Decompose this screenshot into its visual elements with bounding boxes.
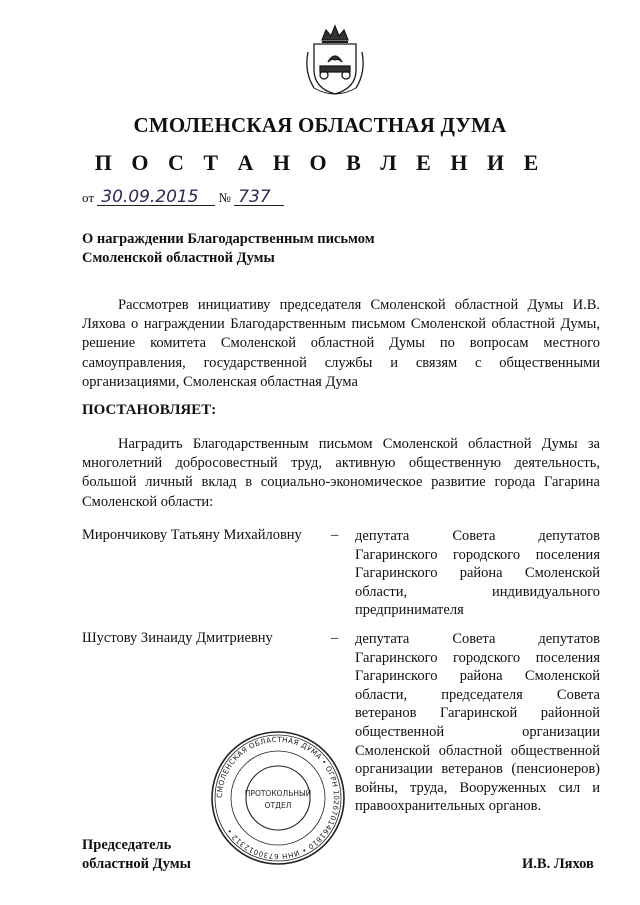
awardee-1-name: Мирончикову Татьяну Михайловну (82, 527, 302, 543)
preamble-text: Рассмотрев инициативу председателя Смоленской областной Думы И.В. Ляхова о награждении Благодарственным письмом Смоленской областной Думы, решение комитета Смоленской областной Думы по вопросам местного самоуправления, государственной службы и связям с общественными организациями, Смоленская областная Дума (82, 297, 600, 390)
awardee-2-line: общественной организации (355, 723, 600, 740)
subject-line-2: Смоленской областной Думы (82, 250, 275, 266)
awardee-1-line: предпринимателя (355, 602, 464, 619)
date-field (97, 187, 215, 206)
coat-of-arms-icon (300, 22, 370, 98)
awardee-2-line: организации ветеранов (пенсионеров) (355, 761, 600, 778)
awardee-2-dash: – (331, 630, 339, 646)
document-type: П О С Т А Н О В Л Е Н И Е (94, 150, 546, 175)
date-prefix: от (82, 190, 95, 205)
resolution-text: Наградить Благодарственным письмом Смоленской областной Думы за многолетний добросовестный труд, активную общественную деятельность, большой личный вклад в социально-экономическое развитие города Гагарина Смоленской области: (82, 436, 600, 510)
organization-title: СМОЛЕНСКАЯ ОБЛАСТНАЯ ДУМА (133, 113, 507, 137)
stamp-ring-text: СМОЛЕНСКАЯ ОБЛАСТНАЯ ДУМА • ОГРН 1026701461810 • ИНН 6730012312 • (214, 734, 342, 862)
awardee-2-line: войны, труда, Вооруженных сил и (355, 779, 600, 796)
awardee-2-line: Гагаринского района Смоленской (355, 668, 600, 685)
preamble-paragraph (82, 296, 600, 392)
date-value: 30.09.2015 (101, 187, 199, 207)
signatory-title (82, 836, 191, 874)
awardee-2-line: области, председателя Совета (355, 686, 600, 703)
awardee-2-line: депутата Совета депутатов (355, 631, 600, 647)
awardee-1-line: депутата Совета депутатов (355, 528, 600, 544)
signatory-name: И.В. Ляхов (522, 856, 594, 872)
number-field (234, 187, 284, 206)
awardee-1-line: Гагаринского городского поселения (355, 546, 600, 563)
stamp-center-line-2: ОТДЕЛ (264, 801, 292, 810)
awardee-1-line: Гагаринского района Смоленской (355, 565, 600, 582)
awardee-2-line: Гагаринского городского поселения (355, 649, 600, 666)
date-number-line (82, 187, 284, 206)
awardee-1-line: области, индивидуального (355, 583, 600, 600)
awardee-2-description (355, 630, 600, 816)
awardee-2-line: Смоленской областной общественной (355, 742, 600, 759)
awardee-2-line: правоохранительных органов. (355, 798, 542, 815)
document-subject (82, 230, 375, 268)
decree-heading: ПОСТАНОВЛЯЕТ: (82, 402, 217, 418)
signatory-title-line-2: областной Думы (82, 856, 191, 872)
awardee-2-line: ветеранов Гагаринской районной (355, 705, 600, 722)
number-prefix: № (218, 190, 231, 205)
signatory-title-line-1: Председатель (82, 837, 172, 853)
stamp-center-line-1: ПРОТОКОЛЬНЫЙ (244, 789, 312, 798)
official-stamp (208, 728, 348, 868)
awardee-1-description (355, 527, 600, 620)
awardee-1-dash: – (331, 527, 339, 543)
subject-line-1: О награждении Благодарственным письмом (82, 231, 375, 247)
awardee-2-name: Шустову Зинаиду Дмитриевну (82, 630, 273, 646)
number-value: 737 (238, 187, 271, 207)
resolution-paragraph (82, 435, 600, 512)
